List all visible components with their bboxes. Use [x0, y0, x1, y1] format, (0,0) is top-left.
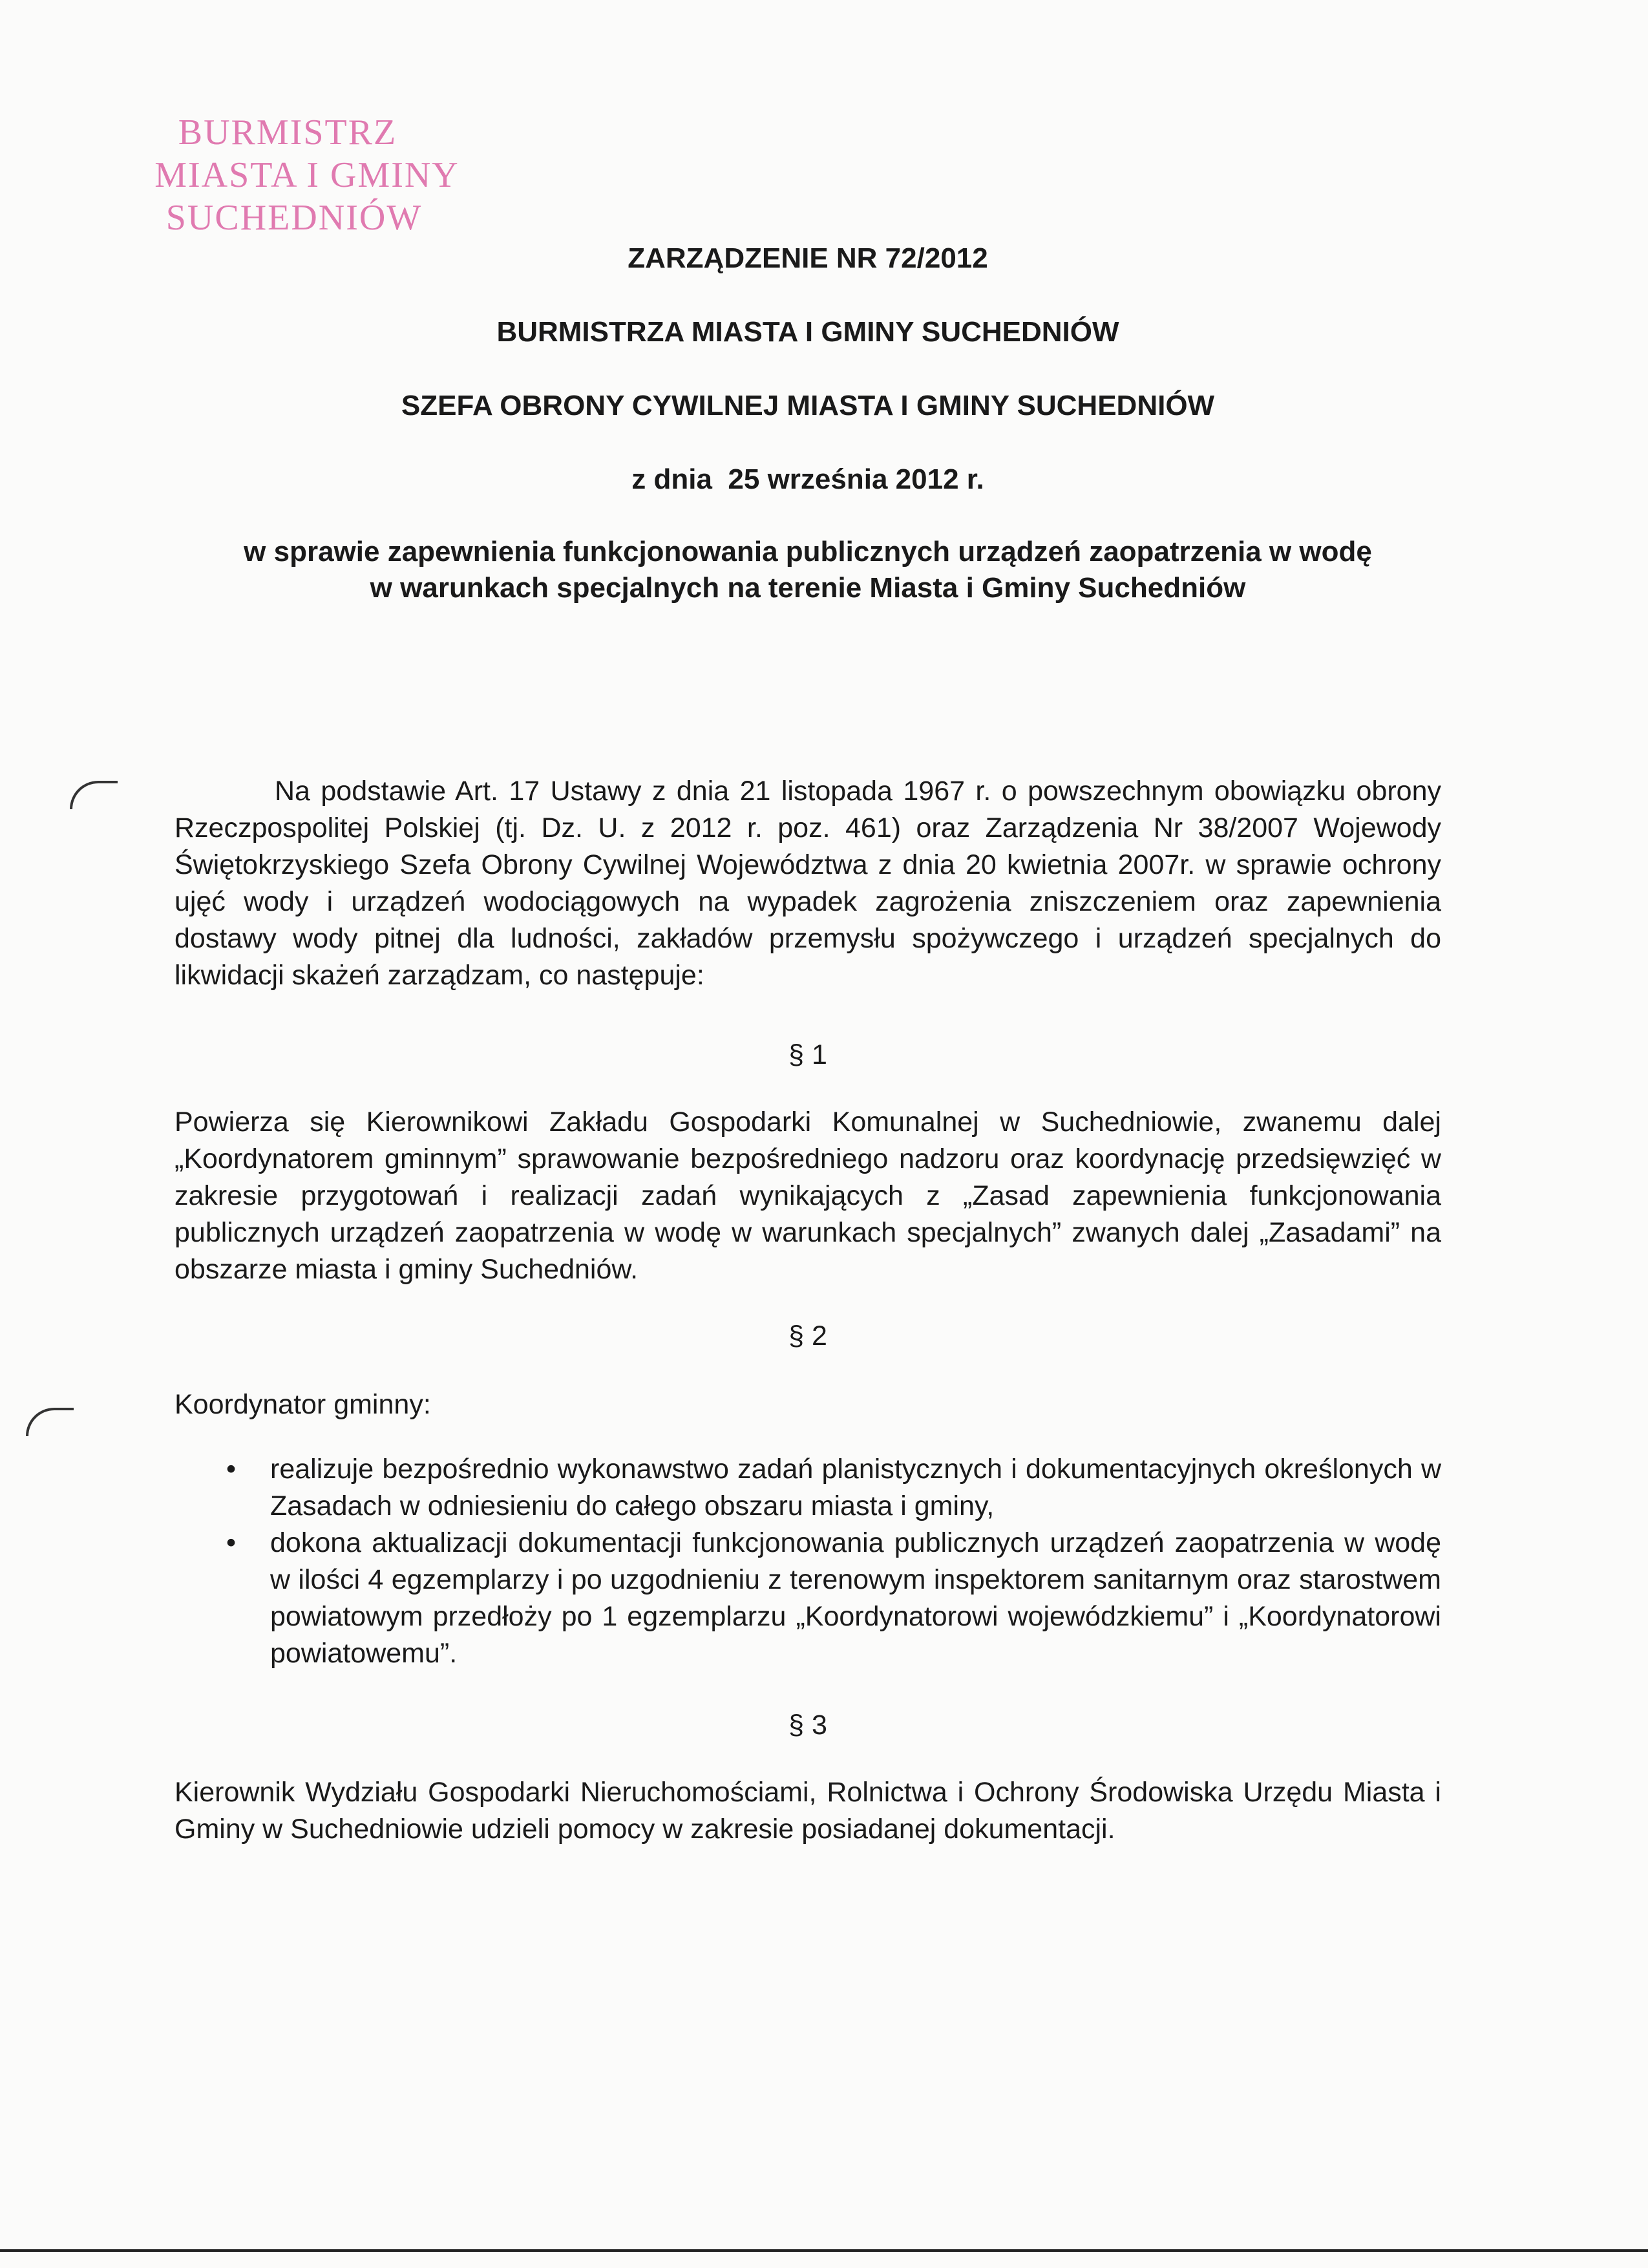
subject-line-2: w warunkach specjalnych na terenie Miasta i Gminy Suchedniów	[370, 572, 1246, 604]
list-item-text: realizuje bezpośrednio wykonawstwo zadań planistycznych i dokumentacyjnych określonych w Zasadach w odniesieniu do całego obszaru miasta i gminy,	[270, 1454, 1441, 1521]
list-item	[174, 1525, 1441, 1672]
stamp-line-2: MIASTA I GMINY	[154, 155, 460, 195]
document-header	[174, 239, 1441, 606]
bullet: •	[226, 1454, 237, 1485]
stamp-line-3: SUCHEDNIÓW	[165, 198, 423, 238]
section-3-heading: § 3	[788, 1710, 827, 1741]
mayor-stamp	[129, 111, 465, 239]
section-1-text: Powierza się Kierownikowi Zakładu Gospodarki Komunalnej w Suchedniowie, zwanemu dalej „Koordynatorem gminnym” sprawowanie bezpośredniego nadzoru oraz koordynację przedsięwzięć w zakresie przygotowań i realizacji zadań wynikających z „Zasad zapewnienia funkcjonowania publicznych urządzeń zaopatrzenia w wodę w warunkach specjalnych” zwanych dalej „Zasadami” na obszarze miasta i gminy Suchedniów.	[174, 1107, 1441, 1285]
section-2-list	[174, 1451, 1441, 1672]
document-date: z dnia 25 września 2012 r.	[631, 463, 984, 495]
list-item	[174, 1451, 1441, 1525]
legal-basis-paragraph: Na podstawie Art. 17 Ustawy z dnia 21 listopada 1967 r. o powszechnym obowiązku obrony Rzeczpospolitej Polskiej (tj. Dz. U. z 2012 r. poz. 461) oraz Zarządzenia Nr 38/2007 Wojewody Świętokrzyskiego Szefa Obrony Cywilnej Województwa z dnia 20 kwietnia 2007r. w sprawie ochrony ujęć wody i urządzeń wodociągowych na wypadek zagrożenia zniszczeniem oraz zapewnienia dostawy wody pitnej dla ludności, zakładów przemysłu spożywczego i urządzeń specjalnych do likwidacji skażeń zarządzam, co następuje:	[174, 776, 1441, 991]
section-2-heading: § 2	[788, 1320, 827, 1351]
section-2-intro: Koordynator gminny:	[174, 1389, 431, 1420]
section-1-heading: § 1	[788, 1039, 827, 1070]
stamp-line-1: BURMISTRZ	[178, 112, 397, 153]
section-3-text: Kierownik Wydziału Gospodarki Nieruchomościami, Rolnictwa i Ochrony Środowiska Urzędu Miasta i Gminy w Suchedniowie udzieli pomocy w zakresie posiadanej dokumentacji.	[174, 1777, 1441, 1845]
subject-line-1: w sprawie zapewnienia funkcjonowania publicznych urządzeń zaopatrzenia w wodę	[244, 536, 1372, 567]
list-item-text: dokona aktualizacji dokumentacji funkcjonowania publicznych urządzeń zaopatrzenia w wodę w ilości 4 egzemplarzy i po uzgodnieniu z terenowym inspektorem sanitarnym oraz starostwem powiatowym przedłoży po 1 egzemplarzu „Koordynatorowi wojewódzkiemu” i „Koordynatorowi powiatowemu”.	[270, 1527, 1441, 1669]
ordinance-number: ZARZĄDZENIE NR 72/2012	[628, 242, 988, 274]
margin-pencil-mark	[26, 1408, 74, 1436]
issuer-line: BURMISTRZA MIASTA I GMINY SUCHEDNIÓW	[496, 316, 1119, 348]
document-body	[174, 239, 1441, 1848]
margin-pencil-mark	[70, 781, 118, 809]
scan-edge-line	[0, 2249, 1648, 2252]
bullet: •	[226, 1527, 237, 1558]
issuer-role-line: SZEFA OBRONY CYWILNEJ MIASTA I GMINY SUCHEDNIÓW	[401, 390, 1215, 421]
